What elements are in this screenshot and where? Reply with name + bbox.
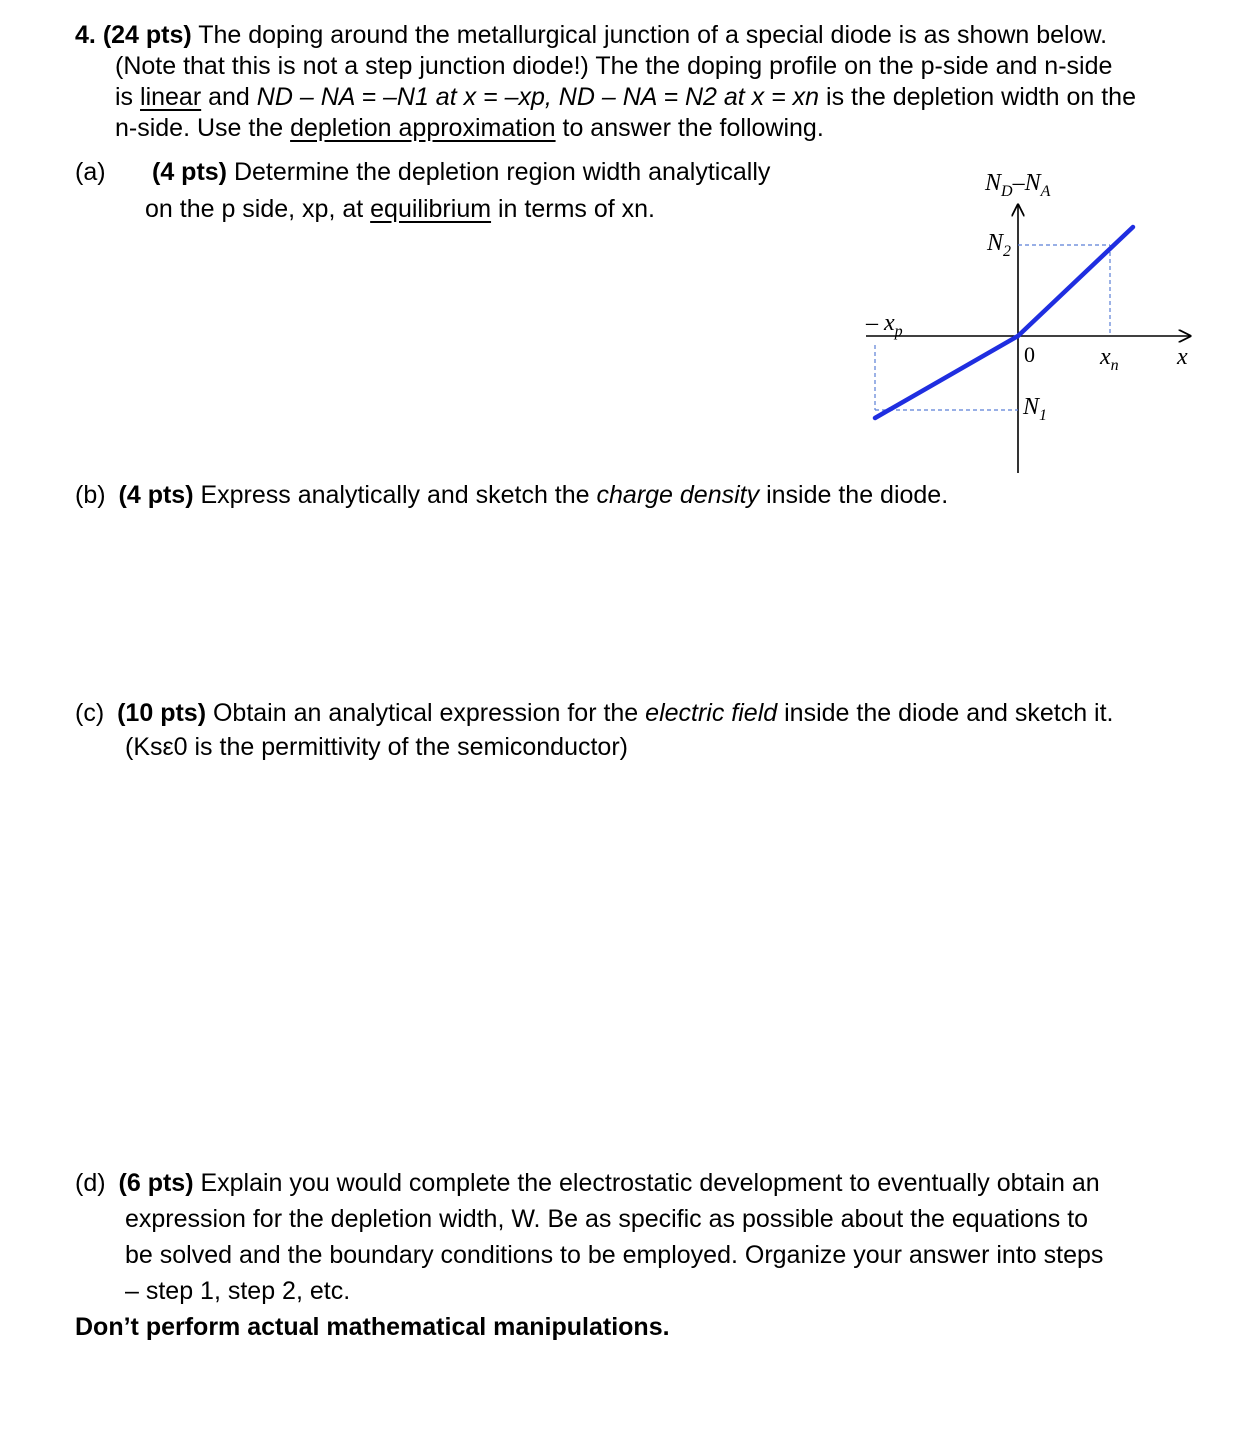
y-axis-label: $N_D-N_A$ (985, 170, 1051, 200)
part-d-footer: Don’t perform actual mathematical manipulations. (75, 1313, 670, 1341)
charge-density-italic: charge density (596, 481, 760, 509)
doping-conditions: ND – NA = –N1 at x = –xp, ND – NA = N2 at x = xn (256, 83, 820, 111)
problem-points: (24 pts) (102, 21, 192, 49)
part-d-label: (d) (75, 1169, 106, 1197)
doping-profile-figure (0, 0, 1260, 500)
electric-field-italic: electric field (645, 699, 778, 727)
depletion-approximation-underlined: depletion approximation (290, 114, 556, 142)
part-d-line2: expression for the depletion width, W. Be as specific as possible about the equations to (125, 1205, 1089, 1233)
part-c-points: (10 pts) (117, 699, 207, 727)
problem-intro: The doping around the metallurgical junction of a special diode is as shown below. (198, 21, 1108, 49)
part-a-label: (a) (75, 158, 106, 186)
linear-underlined: linear (140, 83, 202, 111)
origin-label: 0 (1024, 342, 1035, 367)
n2-label: $N_2$ (987, 230, 1012, 260)
part-d-points: (6 pts) (118, 1169, 194, 1197)
part-d-line4: – step 1, step 2, etc. (125, 1277, 351, 1305)
part-a-line1: (4 pts) Determine the depletion region width analytically (152, 158, 771, 186)
xp-label: – $x_p$ (866, 310, 903, 340)
part-c-line2: (Ksε0 is the permittivity of the semiconductor) (125, 733, 628, 761)
xn-label: $x_n$ (1100, 344, 1119, 374)
problem-line3: is linear and ND – NA = –N1 at x = –xp, ND – NA = N2 at x = xn is the depletion width on the (115, 83, 1136, 111)
part-b-label: (b) (75, 481, 106, 509)
x-axis-label: x (1177, 344, 1188, 370)
problem-number: 4. (75, 21, 96, 49)
problem-line4: n-side. Use the depletion approximation to answer the following. (115, 114, 824, 142)
part-c-label: (c) (75, 699, 105, 727)
part-d-line3: be solved and the boundary conditions to be employed. Organize your answer into steps (125, 1241, 1104, 1269)
part-d-line1: (d) (6 pts) Explain you would complete the electrostatic development to eventually obtain an (75, 1169, 1100, 1197)
part-a-points: (4 pts) (152, 158, 227, 186)
part-a-line2: on the p side, xp, at equilibrium in terms of xn. (145, 195, 655, 223)
part-b: (b) (4 pts) Express analytically and sketch the charge density inside the diode. (75, 481, 949, 509)
part-b-points: (4 pts) (118, 481, 194, 509)
equilibrium-underlined: equilibrium (370, 195, 492, 223)
problem-line2: (Note that this is not a step junction diode!) The the doping profile on the p-side and n-side (115, 52, 1113, 80)
n1-label: $N_1$ (1023, 394, 1048, 424)
part-c: (c) (10 pts) Obtain an analytical expression for the electric field inside the diode and sketch it. (75, 699, 1114, 727)
